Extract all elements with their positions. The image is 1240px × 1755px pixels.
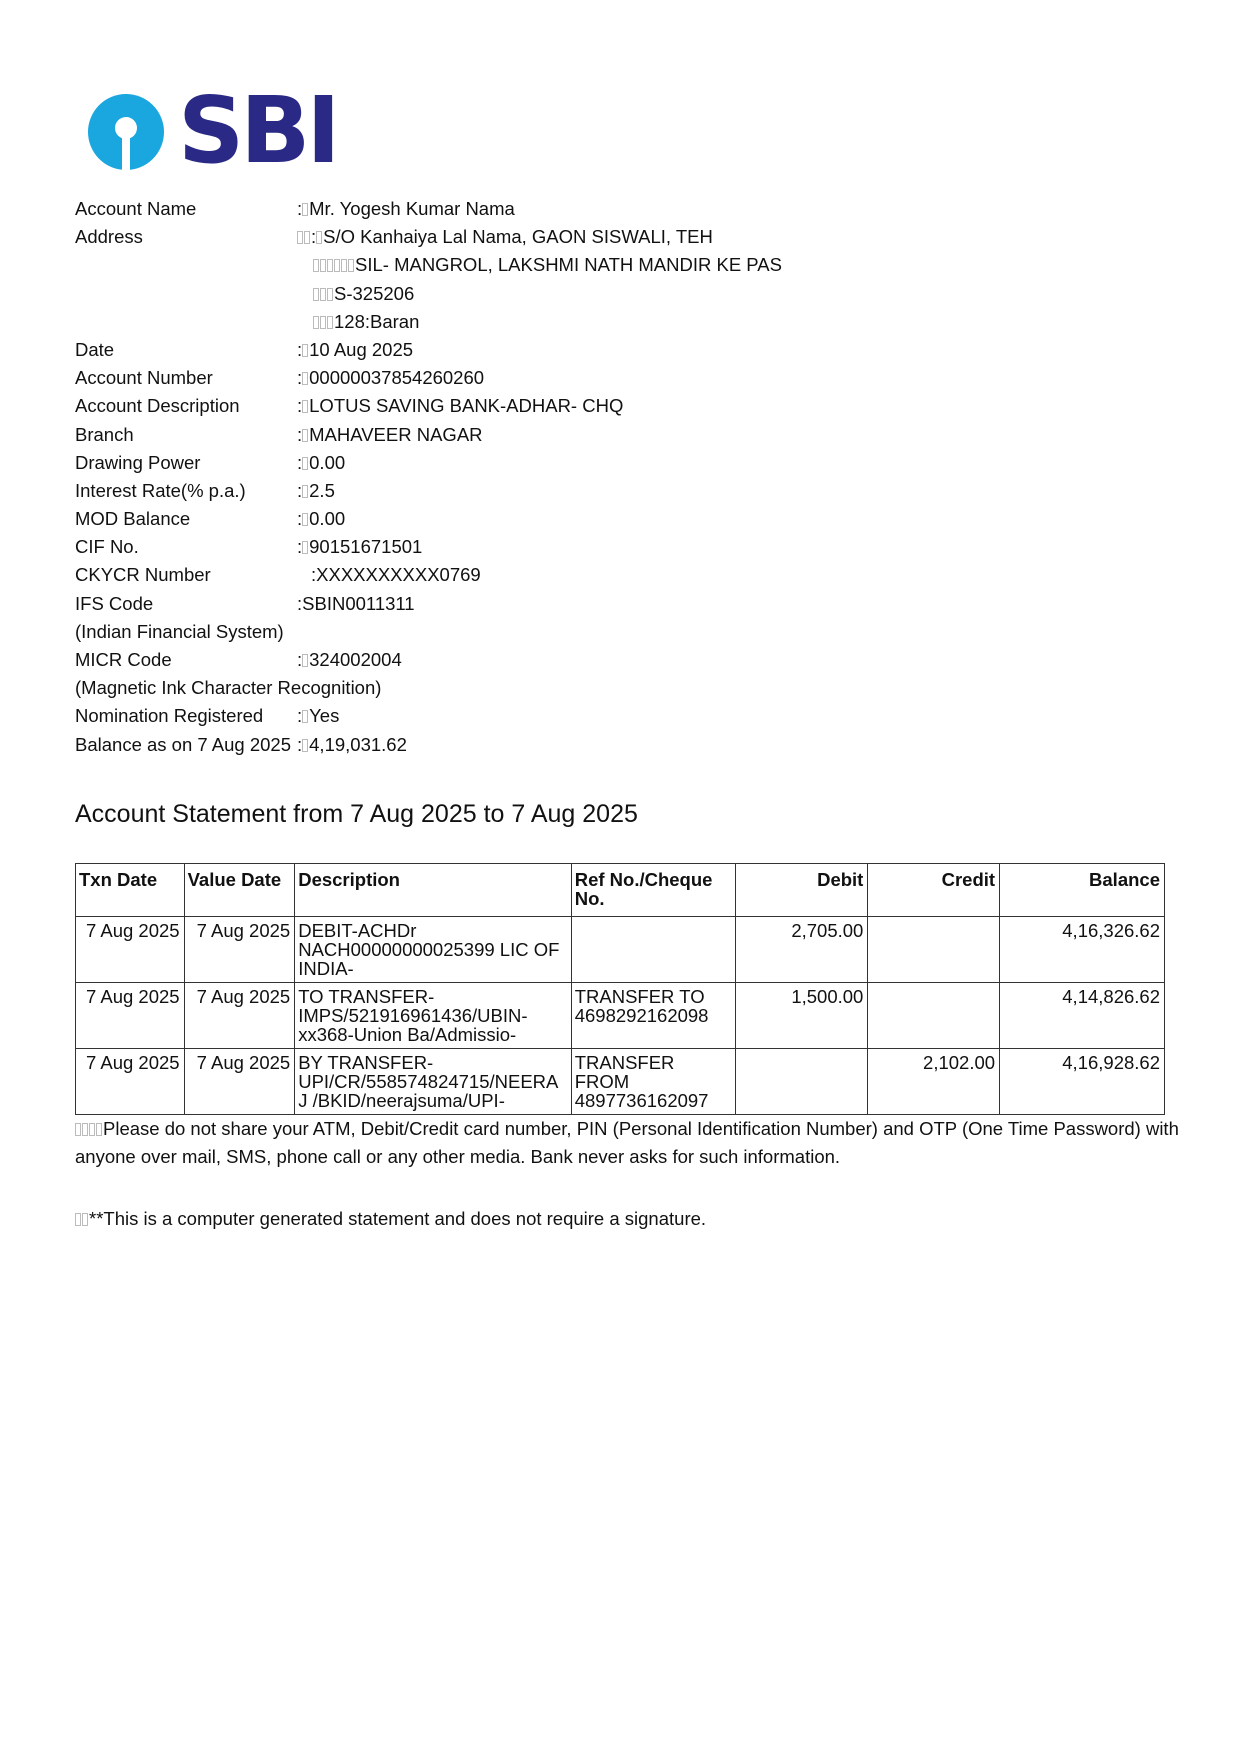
info-row <box>75 731 1075 759</box>
col-value-date: Value Date <box>184 864 295 917</box>
col-balance: Balance <box>1000 864 1165 917</box>
info-separator: : <box>297 508 303 530</box>
balance-cell: 4,16,928.62 <box>1000 1049 1165 1115</box>
placeholder-glyph-icon <box>327 316 333 329</box>
account-info <box>75 195 1075 759</box>
balance-cell: 4,16,326.62 <box>1000 917 1165 983</box>
placeholder-glyph-icon <box>297 231 303 244</box>
placeholder-glyph-icon <box>302 203 308 216</box>
info-label: Branch <box>75 423 134 445</box>
placeholder-glyph-icon <box>316 231 322 244</box>
info-label: Balance as on 7 Aug 2025 <box>75 733 292 755</box>
info-label: Date <box>75 338 115 360</box>
credit-cell: 2,102.00 <box>868 1049 1000 1115</box>
sbi-keyhole-icon <box>86 92 166 172</box>
placeholder-glyph-icon <box>348 259 354 272</box>
placeholder-glyph-icon <box>320 316 326 329</box>
table-row <box>76 1049 1165 1115</box>
info-value-text: 0.00 <box>309 451 346 473</box>
placeholder-glyph-icon <box>302 654 308 667</box>
info-label: CIF No. <box>75 536 139 558</box>
transactions-table <box>75 863 1165 1115</box>
info-row <box>75 392 1075 420</box>
info-row <box>75 646 1075 674</box>
footer-note-text: **This is a computer generated statement and does not require a signature. <box>89 1208 707 1229</box>
info-value <box>297 223 1075 251</box>
info-label: Account Description <box>75 395 240 417</box>
info-row <box>75 477 1075 505</box>
info-separator: : <box>297 198 303 219</box>
info-value-text: S/O Kanhaiya Lal Nama, GAON SISWALI, TEH <box>323 226 713 248</box>
info-label: Address <box>75 226 143 248</box>
ref-no-cell <box>571 917 735 983</box>
info-row <box>75 280 1075 308</box>
placeholder-glyph-icon <box>75 1213 81 1226</box>
col-credit: Credit <box>868 864 1000 917</box>
info-separator: : <box>297 423 303 445</box>
table-header-row <box>76 864 1165 917</box>
info-row <box>75 533 1075 561</box>
info-value-text: S-325206 <box>334 282 415 304</box>
info-label: MOD Balance <box>75 508 191 530</box>
info-label: MICR Code <box>75 649 172 670</box>
value-date-cell: 7 Aug 2025 <box>184 983 295 1049</box>
placeholder-glyph-icon <box>302 429 308 442</box>
info-separator: : <box>297 705 303 727</box>
placeholder-glyph-icon <box>82 1213 88 1226</box>
value-date-cell: 7 Aug 2025 <box>184 1049 295 1115</box>
placeholder-glyph-icon <box>313 259 319 272</box>
info-value-text: 00000037854260260 <box>309 367 485 389</box>
info-value <box>297 505 1075 533</box>
info-label: CKYCR Number <box>75 564 211 586</box>
info-label: (Indian Financial System) <box>75 620 284 642</box>
info-value <box>297 590 1075 618</box>
placeholder-glyph-icon <box>302 541 308 554</box>
info-separator: : <box>297 395 303 417</box>
info-value-text: SBIN0011311 <box>302 592 415 614</box>
placeholder-glyph-icon <box>313 316 319 329</box>
placeholder-glyph-icon <box>327 288 333 301</box>
placeholder-glyph-icon <box>304 231 310 244</box>
placeholder-glyph-icon <box>302 344 308 357</box>
info-separator: : <box>297 649 303 670</box>
info-value-text: 0.00 <box>309 508 346 530</box>
info-value-text: SIL- MANGROL, LAKSHMI NATH MANDIR KE PAS <box>355 254 782 276</box>
info-separator: : <box>311 226 317 248</box>
placeholder-glyph-icon <box>313 288 319 301</box>
info-value <box>297 251 1075 279</box>
info-row <box>75 702 1075 730</box>
info-value-text: MAHAVEER NAGAR <box>309 423 483 445</box>
info-row <box>75 590 1075 618</box>
info-separator: : <box>297 479 303 501</box>
info-separator: : <box>297 733 303 755</box>
info-label <box>75 280 297 308</box>
placeholder-glyph-icon <box>302 400 308 413</box>
info-row <box>75 195 1075 223</box>
security-warning <box>75 1115 1185 1171</box>
info-value-text: 10 Aug 2025 <box>309 338 414 360</box>
credit-cell <box>868 917 1000 983</box>
info-row <box>75 505 1075 533</box>
debit-cell <box>735 1049 868 1115</box>
placeholder-glyph-icon <box>302 457 308 470</box>
info-value <box>297 449 1075 477</box>
info-row <box>75 421 1075 449</box>
balance-cell: 4,14,826.62 <box>1000 983 1165 1049</box>
info-label: IFS Code <box>75 592 154 614</box>
statement-title: Account Statement from 7 Aug 2025 to 7 Aug 2025 <box>75 800 638 828</box>
info-value <box>297 421 1075 449</box>
placeholder-glyph-icon <box>334 259 340 272</box>
ref-no-cell: TRANSFER FROM 4897736162097 <box>571 1049 735 1115</box>
col-description: Description <box>295 864 572 917</box>
info-value <box>297 561 1075 589</box>
info-value <box>297 533 1075 561</box>
info-value-text: LOTUS SAVING BANK-ADHAR- CHQ <box>309 395 624 417</box>
info-value-text: 4,19,031.62 <box>309 733 407 755</box>
info-separator: : <box>297 367 303 389</box>
info-value-text: Yes <box>309 705 340 727</box>
col-txn-date: Txn Date <box>76 864 185 917</box>
info-value <box>297 364 1075 392</box>
info-label: Account Number <box>75 367 213 389</box>
info-value <box>297 280 1075 308</box>
info-value <box>297 646 1075 674</box>
info-row <box>75 364 1075 392</box>
sbi-logo <box>86 77 337 184</box>
table-row <box>76 983 1165 1049</box>
credit-cell <box>868 983 1000 1049</box>
info-label <box>75 251 297 279</box>
info-value <box>297 195 1075 223</box>
txn-date-cell: 7 Aug 2025 <box>76 1049 185 1115</box>
placeholder-glyph-icon <box>302 485 308 498</box>
info-label: Interest Rate(% p.a.) <box>75 479 246 501</box>
footer-note <box>75 1208 706 1230</box>
info-value <box>297 477 1075 505</box>
info-value <box>297 392 1075 420</box>
info-row <box>75 449 1075 477</box>
description-cell: DEBIT-ACHDr NACH00000000025399 LIC OF INDIA- <box>295 917 572 983</box>
info-separator: : <box>297 592 303 614</box>
info-row <box>75 674 1075 702</box>
placeholder-glyph-icon <box>302 372 308 385</box>
info-value <box>297 702 1075 730</box>
info-row <box>75 251 1075 279</box>
info-label: (Magnetic Ink Character Recognition) <box>75 677 382 699</box>
placeholder-glyph-icon <box>82 1123 88 1136</box>
value-date-cell: 7 Aug 2025 <box>184 917 295 983</box>
info-value <box>297 308 1075 336</box>
info-row <box>75 336 1075 364</box>
placeholder-glyph-icon <box>96 1123 102 1136</box>
info-value-text: 2.5 <box>309 479 335 501</box>
col-debit: Debit <box>735 864 868 917</box>
placeholder-glyph-icon <box>302 739 308 752</box>
info-row <box>75 308 1075 336</box>
col-ref-no: Ref No./Cheque No. <box>571 864 735 917</box>
info-value-text: 324002004 <box>309 649 402 670</box>
placeholder-glyph-icon <box>327 259 333 272</box>
description-cell: TO TRANSFER-IMPS/521916961436/UBIN-xx368-Union Ba/Admissio- <box>295 983 572 1049</box>
info-value-text: 90151671501 <box>309 536 423 558</box>
debit-cell: 1,500.00 <box>735 983 868 1049</box>
info-separator: : <box>297 338 303 360</box>
info-value <box>297 731 1075 759</box>
txn-date-cell: 7 Aug 2025 <box>76 917 185 983</box>
info-row <box>75 618 1075 646</box>
placeholder-glyph-icon <box>320 259 326 272</box>
info-row <box>75 561 1075 589</box>
txn-date-cell: 7 Aug 2025 <box>76 983 185 1049</box>
placeholder-glyph-icon <box>320 288 326 301</box>
placeholder-glyph-icon <box>75 1123 81 1136</box>
placeholder-glyph-icon <box>302 710 308 723</box>
placeholder-glyph-icon <box>341 259 347 272</box>
placeholder-glyph-icon <box>302 513 308 526</box>
info-value-text: 128:Baran <box>334 310 420 332</box>
info-separator: : <box>297 536 303 558</box>
security-warning-text: Please do not share your ATM, Debit/Credit card number, PIN (Personal Identification Number) and OTP (One Time Password) with anyone over mail, SMS, phone call or any other media. Bank never asks for such information. <box>75 1118 1179 1167</box>
info-label <box>75 308 297 336</box>
info-value-text: Mr. Yogesh Kumar Nama <box>309 198 515 219</box>
ref-no-cell: TRANSFER TO 4698292162098 <box>571 983 735 1049</box>
description-cell: BY TRANSFER-UPI/CR/558574824715/NEERAJ /BKID/neerajsuma/UPI- <box>295 1049 572 1115</box>
debit-cell: 2,705.00 <box>735 917 868 983</box>
info-label: Account Name <box>75 198 197 219</box>
sbi-logo-text: SBI <box>178 77 337 184</box>
info-label: Drawing Power <box>75 451 201 473</box>
info-separator: : <box>311 564 317 586</box>
info-value <box>297 336 1075 364</box>
table-row <box>76 917 1165 983</box>
info-separator: : <box>297 451 303 473</box>
info-value-text: XXXXXXXXXX0769 <box>316 564 481 586</box>
info-row <box>75 223 1075 251</box>
info-label: Nomination Registered <box>75 705 264 727</box>
placeholder-glyph-icon <box>89 1123 95 1136</box>
